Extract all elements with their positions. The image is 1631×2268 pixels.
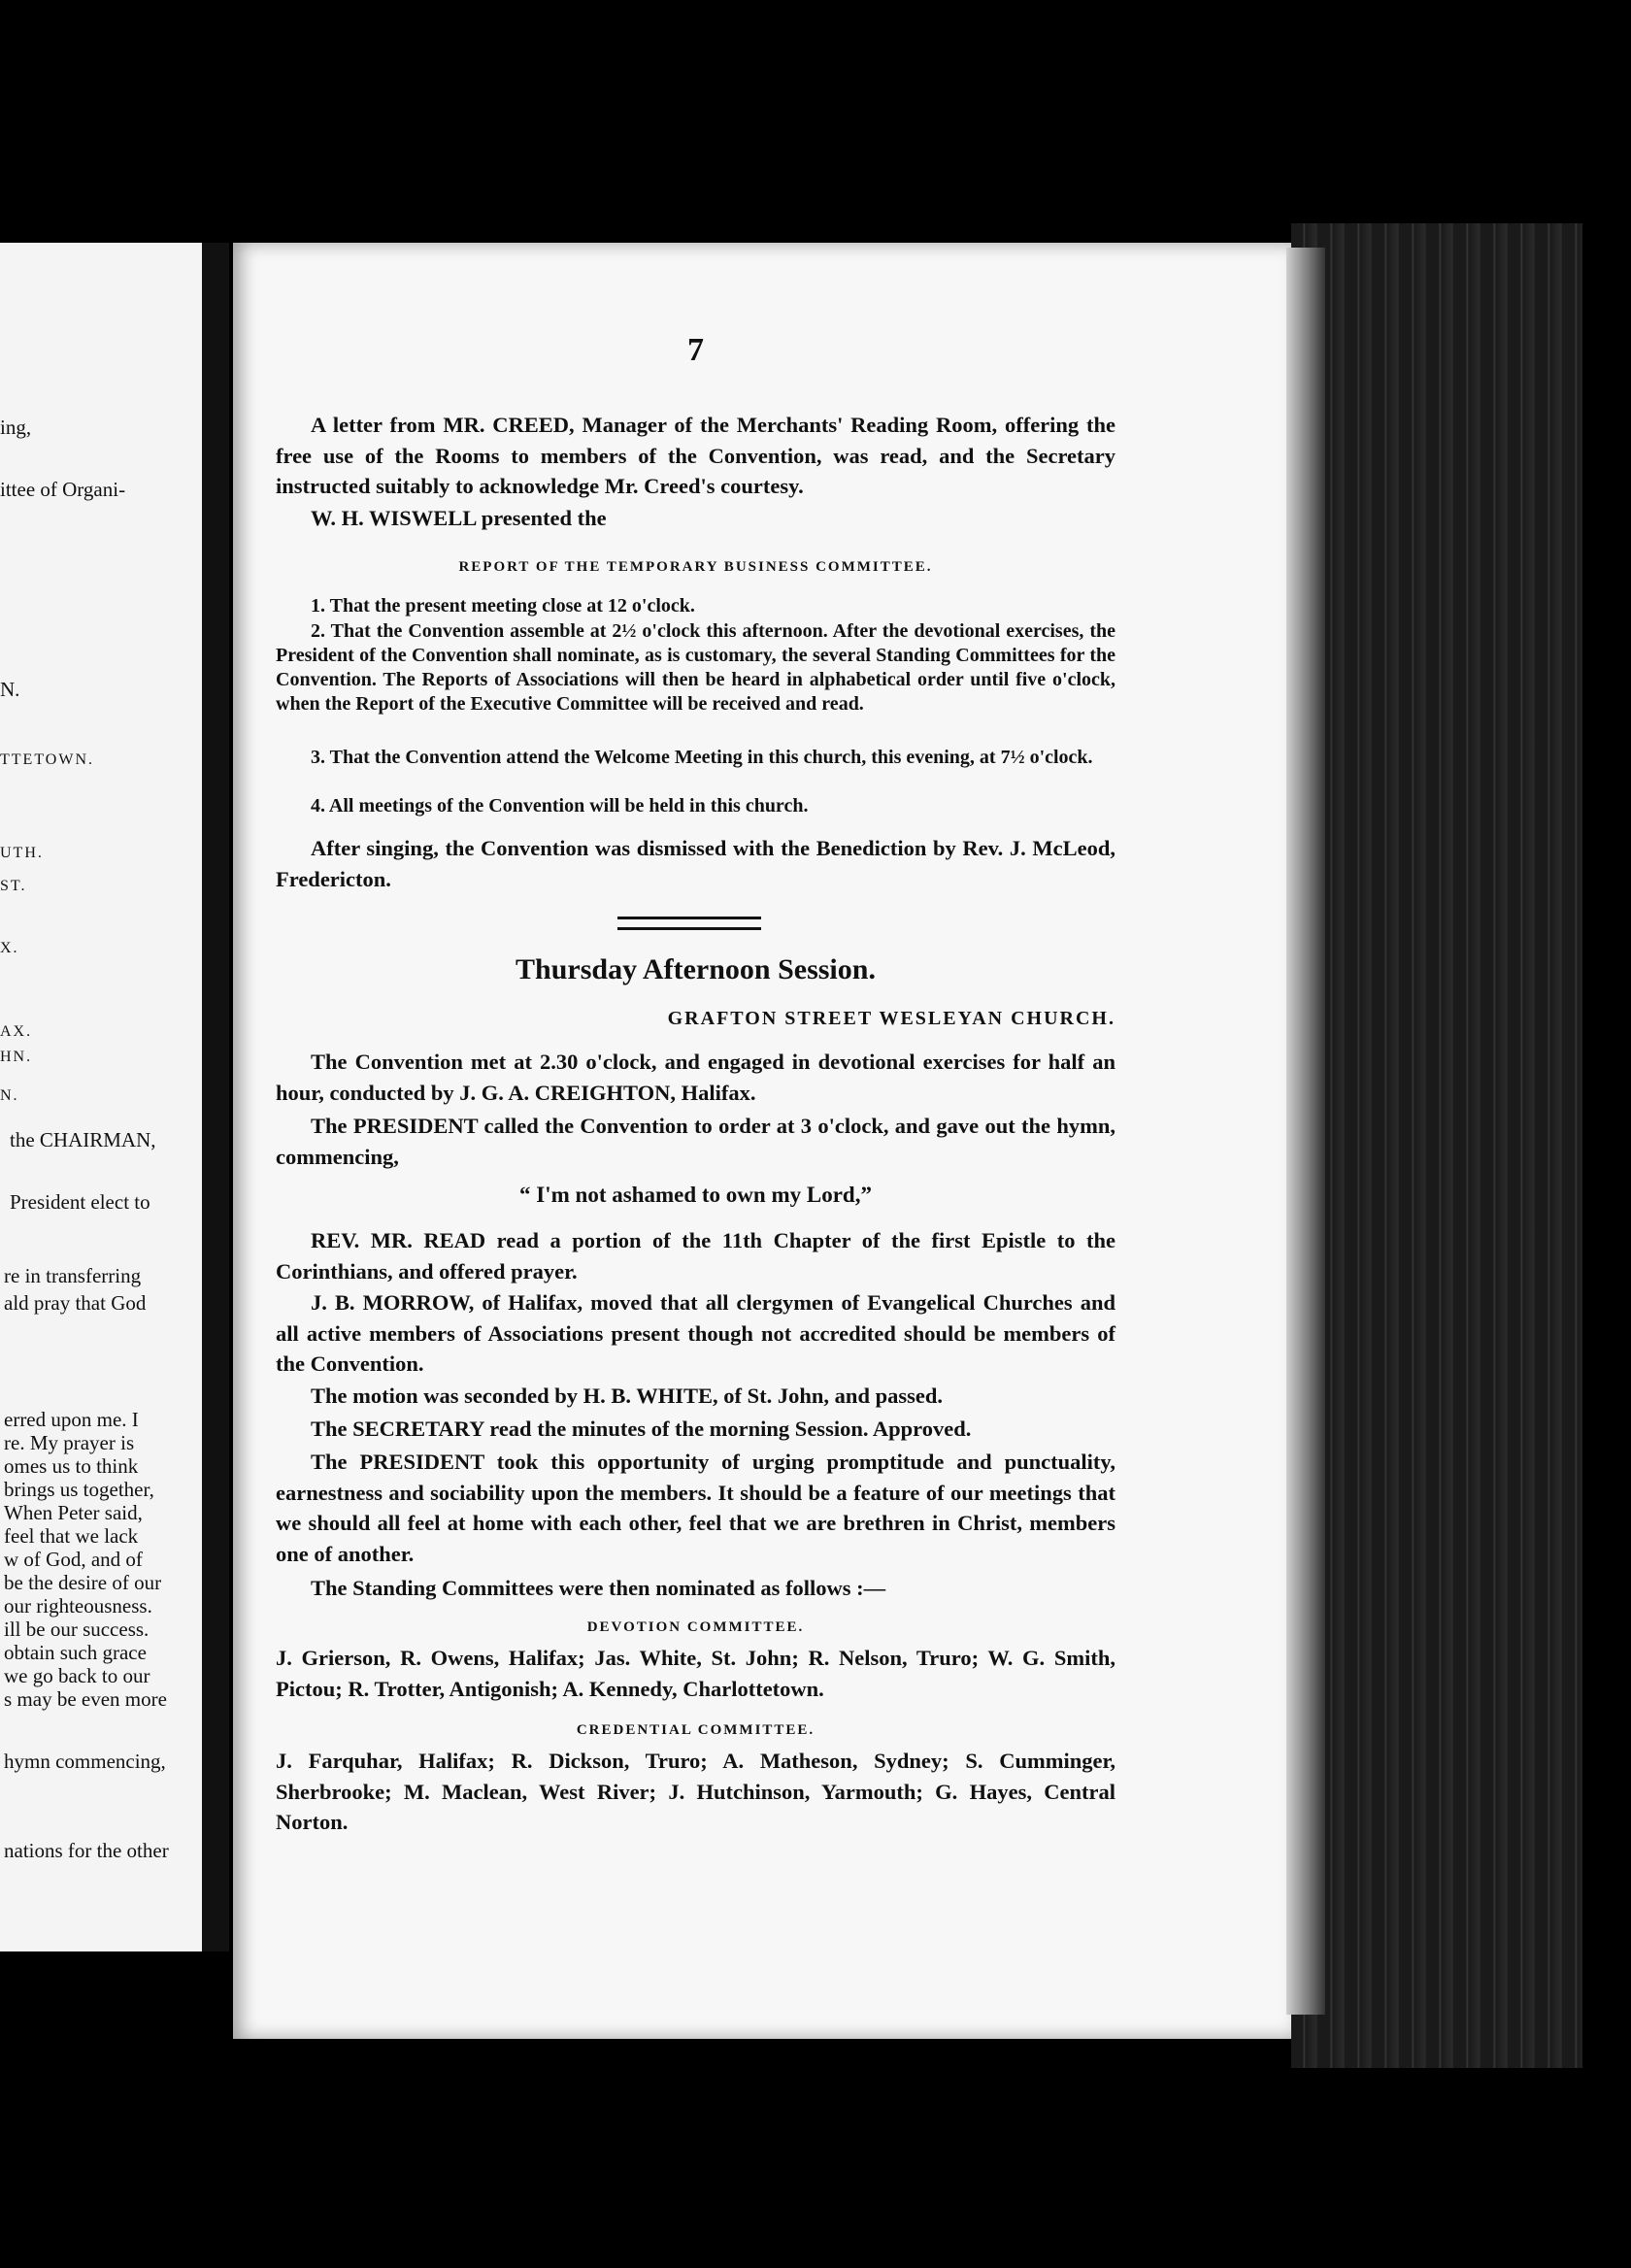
left-line: ittee of Organi-: [0, 478, 126, 501]
left-line: obtain such grace: [4, 1641, 147, 1664]
left-line: HN.: [0, 1049, 33, 1065]
left-line: AX.: [0, 1023, 33, 1040]
devotion-committee-heading: DEVOTION COMMITTEE.: [586, 1619, 805, 1635]
left-line: re in transferring: [4, 1264, 142, 1287]
left-line: the CHAIRMAN,: [10, 1128, 156, 1151]
left-page: [0, 243, 202, 1951]
paragraph-seconded: The motion was seconded by H. B. WHITE, of St. John, and passed.: [311, 1384, 943, 1408]
report-heading: REPORT OF THE TEMPORARY BUSINESS COMMITTEE.: [458, 559, 933, 575]
left-line: w of God, and of: [4, 1548, 143, 1571]
page-edge-shading: [1286, 248, 1325, 2015]
left-line: be the desire of our: [4, 1571, 162, 1594]
left-line: N.: [0, 1087, 19, 1104]
paragraph-wiswell: W. H. WISWELL presented the: [311, 506, 607, 530]
left-line: ill be our success.: [4, 1618, 150, 1641]
left-line: UTH.: [0, 845, 44, 861]
left-line: re. My prayer is: [4, 1431, 135, 1454]
left-line: President elect to: [10, 1190, 150, 1214]
left-line: N.: [0, 678, 20, 701]
page-number: 7: [687, 332, 704, 368]
left-line: TTETOWN.: [0, 751, 95, 768]
paragraph-read-prayer: REV. MR. READ read a portion of the 11th Chapter of the first Epistle to the Corinthians, and offered prayer.: [276, 1228, 1115, 1284]
paragraph-president-order: The PRESIDENT called the Convention to order at 3 o'clock, and gave out the hymn, commencing,: [276, 1114, 1115, 1169]
left-line: omes us to think: [4, 1454, 139, 1478]
left-line: feel that we lack: [4, 1524, 139, 1548]
left-line: our righteousness.: [4, 1594, 152, 1618]
credential-committee-members: J. Farquhar, Halifax; R. Dickson, Truro; A. Matheson, Sydney; S. Cumminger, Sherbrooke; M. Maclean, West River; J. Hutchinson, Yarmouth; G. Hayes, Central Norton.: [276, 1749, 1115, 1834]
session-title: Thursday Afternoon Session.: [516, 953, 876, 985]
report-item-3: 3. That the Convention attend the Welcome Meeting in this church, this evening, at 7½ o'clock.: [311, 747, 1093, 768]
left-line: ing,: [0, 416, 32, 439]
paragraph-creed-letter: A letter from MR. CREED, Manager of the Merchants' Reading Room, offering the free use of the Rooms to members of the Convention, was read, and the Secretary instructed suitably to acknowledge Mr. Creed's courtesy.: [276, 413, 1115, 498]
left-line: hymn commencing,: [4, 1750, 166, 1773]
credential-committee-heading: CREDENTIAL COMMITTEE.: [576, 1722, 816, 1738]
left-line: erred upon me. I: [4, 1408, 139, 1431]
book-page-edges: [1291, 223, 1582, 2068]
report-item-4: 4. All meetings of the Convention will be held in this church.: [311, 795, 809, 817]
left-line: nations for the other: [4, 1839, 169, 1862]
left-line: ald pray that God: [4, 1291, 147, 1315]
paragraph-convention-met: The Convention met at 2.30 o'clock, and engaged in devotional exercises for half an hour, conducted by J. G. A. CREIGHTON, Halifax.: [276, 1050, 1115, 1105]
left-line: we go back to our: [4, 1664, 150, 1687]
report-item-1: 1. That the present meeting close at 12 o'clock.: [311, 595, 695, 617]
session-location: GRAFTON STREET WESLEYAN CHURCH.: [667, 1008, 1115, 1029]
paragraph-standing-committees: The Standing Committees were then nominated as follows :—: [311, 1576, 886, 1600]
left-line: brings us together,: [4, 1478, 154, 1501]
book-gutter: [202, 243, 229, 1951]
paragraph-minutes: The SECRETARY read the minutes of the morning Session. Approved.: [311, 1417, 972, 1441]
report-item-2: 2. That the Convention assemble at 2½ o'clock this afternoon. After the devotional exercises, the President of the Convention shall nominate, as is customary, the several Standing Committees for the Convention. The Reports of Associations will then be heard in alphabetical order until five o'clock, when the Report of the Executive Committee will be received and read.: [276, 620, 1115, 715]
hymn-line: “ I'm not ashamed to own my Lord,”: [519, 1183, 872, 1207]
paragraph-morrow-motion: J. B. MORROW, of Halifax, moved that all clergymen of Evangelical Churches and all active members of Associations present though not accredited should be members of the Convention.: [276, 1290, 1115, 1376]
paragraph-president-urging: The PRESIDENT took this opportunity of urging promptitude and punctuality, earnestness and sociability upon the members. It should be a feature of our meetings that we should all feel at home with each other, feel that we are brethren in Christ, members one of another.: [276, 1450, 1115, 1566]
devotion-committee-members: J. Grierson, R. Owens, Halifax; Jas. White, St. John; R. Nelson, Truro; W. G. Smith, Pictou; R. Trotter, Antigonish; A. Kennedy, Charlottetown.: [276, 1646, 1115, 1701]
section-divider: [617, 917, 761, 930]
left-line: s may be even more: [4, 1687, 167, 1711]
left-line: X.: [0, 940, 19, 956]
paragraph-benediction: After singing, the Convention was dismissed with the Benediction by Rev. J. McLeod, Fredericton.: [276, 836, 1115, 891]
left-line: When Peter said,: [4, 1501, 143, 1524]
left-line: ST.: [0, 878, 27, 894]
